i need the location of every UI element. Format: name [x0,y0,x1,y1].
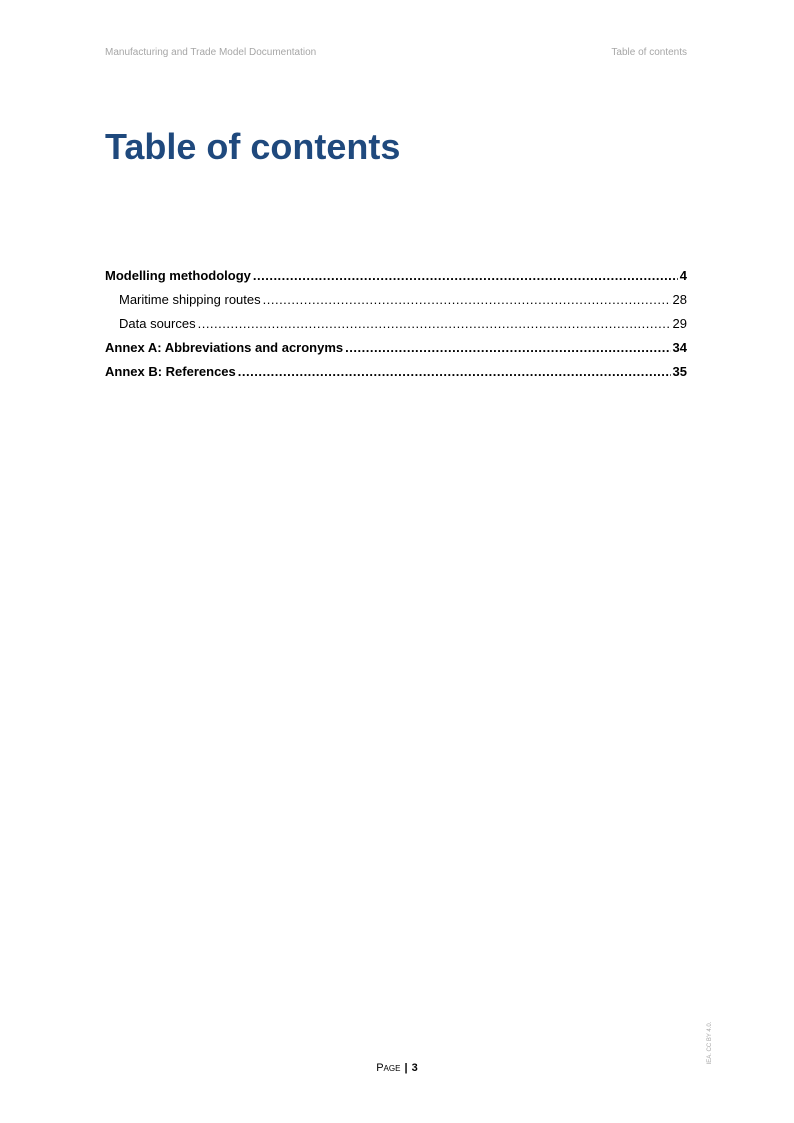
toc-entry-page-number: 4 [679,268,687,283]
page-title: Table of contents [105,126,401,167]
running-header-document-title: Manufacturing and Trade Model Documentation [105,47,317,58]
toc-dot-leader [345,339,670,357]
toc-entry-maritime-shipping-routes[interactable] [105,291,687,315]
license-notice: IEA. CC BY 4.0. [707,1021,713,1065]
toc-dot-leader [198,315,671,333]
toc-entry-label: Maritime shipping routes [119,292,261,307]
toc-entry-label: Data sources [119,316,196,331]
toc-entry-data-sources[interactable] [105,315,687,339]
table-of-contents [105,267,687,387]
toc-entry-modelling-methodology[interactable] [105,267,687,291]
toc-entry-label: Modelling methodology [105,268,251,283]
toc-dot-leader [253,267,678,285]
page-number-footer [0,1062,794,1075]
toc-entry-label: Annex B: References [105,364,236,379]
toc-dot-leader [238,363,671,381]
running-header-section-title: Table of contents [611,47,687,58]
toc-entry-annex-a[interactable] [105,339,687,363]
toc-entry-page-number: 35 [672,364,687,379]
toc-entry-page-number: 28 [672,292,687,307]
toc-dot-leader [263,291,671,309]
toc-entry-page-number: 29 [672,316,687,331]
toc-entry-label: Annex A: Abbreviations and acronyms [105,340,344,355]
page-word: Page [376,1062,401,1074]
toc-entry-annex-b[interactable] [105,363,687,387]
page-separator: | [404,1062,408,1074]
toc-entry-page-number: 34 [672,340,687,355]
page-number: 3 [411,1062,418,1074]
